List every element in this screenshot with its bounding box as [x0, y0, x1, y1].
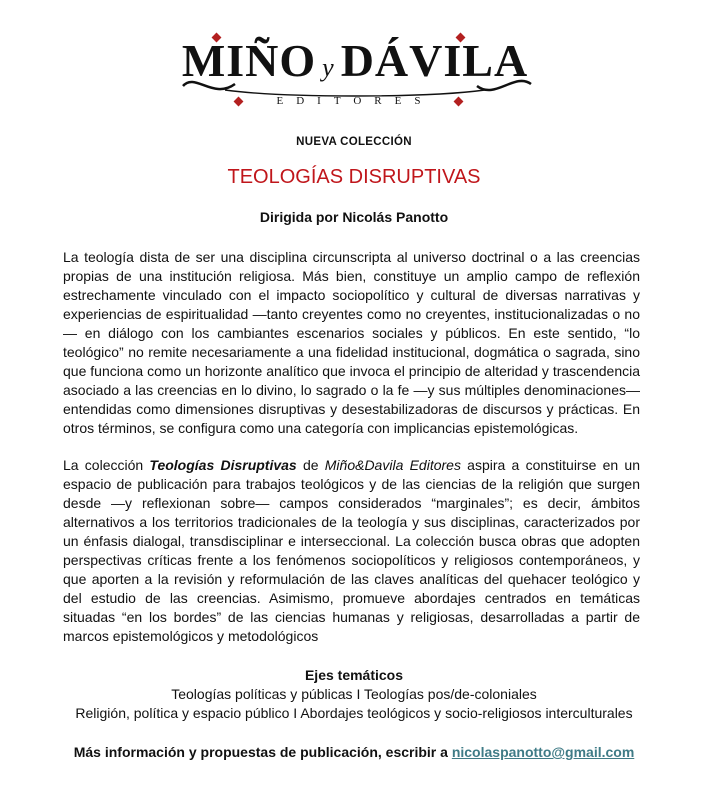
- thematic-axes-line-2: Religión, política y espacio público I Abordajes teológicos y socio-religiosos interculturales: [75, 705, 633, 721]
- intro-paragraph: La teología dista de ser una disciplina circunscripta al universo doctrinal o a las creencias propias de una institución religiosa. Más bien, constituye un amplio campo de reflexión estrechamente vinculado con el impacto sociopolítico y cultural de diversas narrativas y experiencias de espiritualidad —tanto creyentes como no creyentes, institucionalizadas o no— en diálogo con los cambiantes escenarios sociales y públicos. En este sentido, “lo teológico” no remite necesariamente a una fidelidad institucional, dogmática o sagrada, sino que funciona como un horizonte analítico que invoca el principio de alteridad y trascendencia asociado a las creencias en lo divino, lo sagrado o la fe —y sus múltiples denominaciones— entendidas como dimensiones disruptivas y desestabilizadoras de discursos y prácticas. En otros términos, se configura como una categoría con implicancias epistemológicas.: [63, 249, 640, 436]
- collection-director: Dirigida por Nicolás Panotto: [259, 209, 449, 225]
- publisher-logo: [165, 28, 545, 114]
- logo-name-join: y: [322, 53, 335, 82]
- contact-line: [0, 744, 708, 760]
- thematic-axes-line-1: Teologías políticas y públicas I Teologías pos/de-coloniales: [171, 686, 537, 702]
- collection-kicker: NUEVA COLECCIÓN: [296, 136, 412, 148]
- contact-email-link[interactable]: nicolaspanotto@gmail.com: [451, 744, 635, 760]
- logo-wordmark: [165, 36, 545, 93]
- collection-paragraph: [63, 456, 640, 646]
- logo-subtitle: EDITORES: [276, 95, 434, 107]
- logo-name-left: MIÑO: [181, 35, 317, 86]
- thematic-axes-title: Ejes temáticos: [304, 667, 404, 683]
- collection-paragraph-pre: La colección: [63, 457, 150, 473]
- series-name: Teologías Disruptivas: [149, 457, 297, 473]
- collection-title: TEOLOGÍAS DISRUPTIVAS: [227, 166, 481, 188]
- contact-text: Más información y propuestas de publicación, escribir a: [73, 744, 452, 760]
- publisher-name: Miño&Davila Editores: [324, 457, 461, 473]
- collection-paragraph-mid: de: [296, 457, 325, 473]
- logo-name-right: DÁVILA: [340, 35, 529, 86]
- collection-paragraph-rest: aspira a constituirse en un espacio de publicación para trabajos teológicos y de las ciencias de la religión que surgen desde —y reflexionan sobre— campos considerados “marginales”; es decir, ámbitos alternativos a los territorios tradicionales de la teología y sus disciplinas, caracterizados por un énfasis dialogal, transdisciplinar e interseccional. La colección busca obras que adopten perspectivas críticas frente a los fenómenos sociopolíticos y religiosos contemporáneos, y que aporten a la revisión y reformulación de las claves analíticas del quehacer teológico y del estudio de las creencias. Asimismo, promueve abordajes centrados en temáticas situadas “en los bordes” de las ciencias humanas y religiosas, desarrolladas a partir de marcos epistemológicos y metodológicos: [63, 457, 640, 644]
